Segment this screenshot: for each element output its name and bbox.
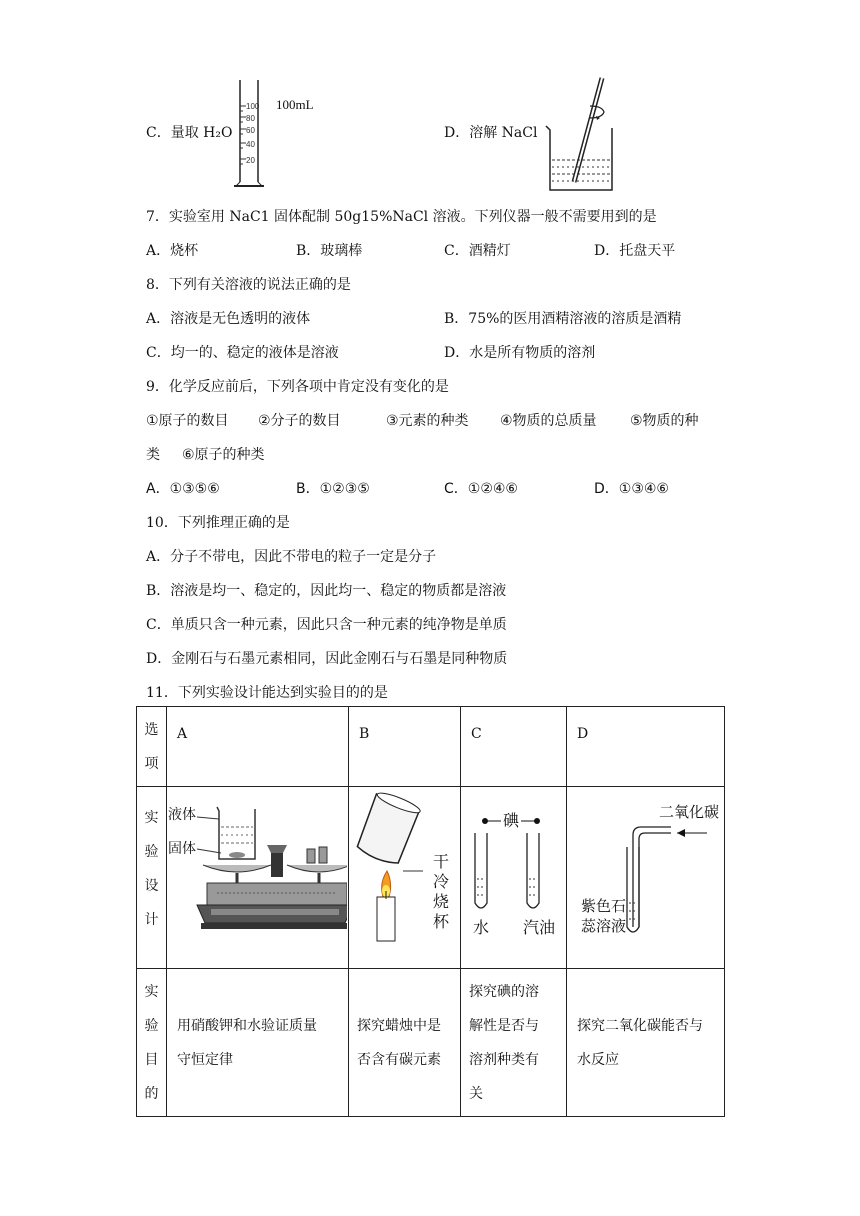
column-c-header <box>461 707 567 787</box>
q9-stem: 9．化学反应前后，下列各项中肯定没有变化的是 <box>146 379 449 395</box>
q8-option-d: D．水是所有物质的溶剂 <box>444 345 596 361</box>
balance-solid-label: 固体 <box>168 840 196 856</box>
q9-option-a: A．①③⑤⑥ <box>146 481 220 497</box>
purpose-label-char-1: 实 <box>144 984 159 1000</box>
column-d-label: D <box>577 726 589 742</box>
q10-stem: 10．下列推理正确的是 <box>146 515 290 531</box>
beaker-label-char-4: 杯 <box>433 914 450 931</box>
design-label-char-3: 设 <box>144 878 159 894</box>
table-row-header <box>137 707 725 787</box>
cylinder-tick-100: 100 <box>246 102 260 111</box>
cylinder-volume-label: 100mL <box>276 97 314 112</box>
purpose-c-line-2: 解性是否与 <box>469 1017 539 1034</box>
q9-item-2: ②分子的数目 <box>258 413 341 429</box>
iodine-test-tubes-figure <box>461 787 565 955</box>
purpose-d-cell <box>567 969 725 1117</box>
q7-option-c: C．酒精灯 <box>444 243 511 259</box>
q9-item-1: ①原子的数目 <box>146 413 229 429</box>
q10-option-d: D．金刚石与石墨元素相同，因此金刚石与石墨是同种物质 <box>146 651 508 667</box>
cylinder-tick-20: 20 <box>246 156 255 165</box>
purpose-a-cell <box>167 969 349 1117</box>
q9-item-5: ⑤物质的种 <box>630 413 699 429</box>
balance-figure <box>167 787 347 955</box>
purpose-label-char-3: 目 <box>144 1052 159 1068</box>
q10-option-a: A．分子不带电，因此不带电的粒子一定是分子 <box>146 549 437 565</box>
beaker-label-char-1: 干 <box>433 854 450 871</box>
iodine-label: 碘 <box>503 813 520 830</box>
purpose-b-cell <box>349 969 461 1117</box>
litmus-label-line-2: 蕊溶液 <box>581 918 627 935</box>
co2-litmus-figure <box>567 787 725 955</box>
header-label-cell <box>137 707 167 787</box>
q6-option-d: D．溶解 NaCl <box>444 125 538 141</box>
column-b-header <box>349 707 461 787</box>
q11-stem: 11．下列实验设计能达到实验目的的是 <box>146 685 388 701</box>
purpose-c-line-1: 探究碘的溶 <box>469 983 539 1000</box>
purpose-c-line-3: 溶剂种类有 <box>469 1051 539 1068</box>
graduated-cylinder-figure <box>232 78 342 190</box>
purpose-d-line-2: 水反应 <box>577 1051 619 1068</box>
purpose-label-char-4: 的 <box>144 1086 159 1102</box>
q7-option-b: B．玻璃棒 <box>296 243 363 259</box>
purpose-a-line-1: 用硝酸钾和水验证质量 <box>177 1017 317 1034</box>
beaker-label-char-2: 冷 <box>433 874 450 891</box>
q11-experiment-table <box>136 706 725 1117</box>
beaker-label-char-3: 烧 <box>433 894 450 911</box>
column-b-label: B <box>359 726 370 742</box>
q8-option-c: C．均一的、稳定的液体是溶液 <box>146 345 339 361</box>
dissolve-beaker-figure <box>540 74 620 192</box>
co2-label: 二氧化碳 <box>659 804 720 821</box>
q9-item-5-cont: 类 <box>146 447 160 463</box>
design-d-cell <box>567 787 725 969</box>
purpose-label-cell <box>137 969 167 1117</box>
cylinder-tick-80: 80 <box>246 114 255 123</box>
purpose-b-line-2: 否含有碳元素 <box>357 1051 441 1068</box>
purpose-d-line-1: 探究二氧化碳能否与 <box>577 1017 703 1034</box>
q9-item-3: ③元素的种类 <box>386 413 469 429</box>
water-label: 水 <box>473 920 490 937</box>
header-label-char-2: 项 <box>144 756 159 772</box>
q8-stem: 8．下列有关溶液的说法正确的是 <box>146 277 351 293</box>
q9-option-b: B．①②③⑤ <box>296 481 370 497</box>
cylinder-tick-60: 60 <box>246 126 255 135</box>
q6-option-c: C．量取 H₂O <box>146 125 233 141</box>
header-label-char-1: 选 <box>144 722 159 738</box>
gasoline-label: 汽油 <box>523 920 556 937</box>
design-label-cell <box>137 787 167 969</box>
q9-item-6: ⑥原子的种类 <box>182 447 265 463</box>
litmus-label-line-1: 紫色石 <box>581 898 627 915</box>
q10-option-b: B．溶液是均一、稳定的，因此均一、稳定的物质都是溶液 <box>146 583 507 599</box>
design-label-char-1: 实 <box>144 810 159 826</box>
table-row-design <box>137 787 725 969</box>
cylinder-tick-40: 40 <box>246 140 255 149</box>
q9-item-4: ④物质的总质量 <box>500 413 597 429</box>
design-label-char-4: 计 <box>144 912 159 928</box>
q8-option-b: B．75%的医用酒精溶液的溶质是酒精 <box>444 311 682 327</box>
table-row-purpose <box>137 969 725 1117</box>
design-label-char-2: 验 <box>144 844 159 860</box>
purpose-b-line-1: 探究蜡烛中是 <box>357 1017 441 1034</box>
candle-beaker-figure <box>349 787 459 955</box>
design-c-cell <box>461 787 567 969</box>
q9-option-c: C．①②④⑥ <box>444 481 518 497</box>
column-a-header <box>167 707 349 787</box>
purpose-label-char-2: 验 <box>144 1018 159 1034</box>
column-a-label: A <box>177 726 188 742</box>
balance-liquid-label: 液体 <box>168 806 196 822</box>
purpose-c-cell <box>461 969 567 1117</box>
q7-stem: 7．实验室用 NaC1 固体配制 50g15%NaCl 溶液。下列仪器一般不需要用到的是 <box>146 209 657 225</box>
column-d-header <box>567 707 725 787</box>
column-c-label: C <box>471 726 482 742</box>
design-a-cell <box>167 787 349 969</box>
purpose-a-line-2: 守恒定律 <box>177 1051 233 1068</box>
q7-option-d: D．托盘天平 <box>594 243 676 259</box>
purpose-c-line-4: 关 <box>469 1085 483 1102</box>
q10-option-c: C．单质只含一种元素，因此只含一种元素的纯净物是单质 <box>146 617 507 633</box>
q8-option-a: A．溶液是无色透明的液体 <box>146 311 311 327</box>
design-b-cell <box>349 787 461 969</box>
q9-option-d: D．①③④⑥ <box>594 481 669 497</box>
q7-option-a: A．烧杯 <box>146 243 199 259</box>
